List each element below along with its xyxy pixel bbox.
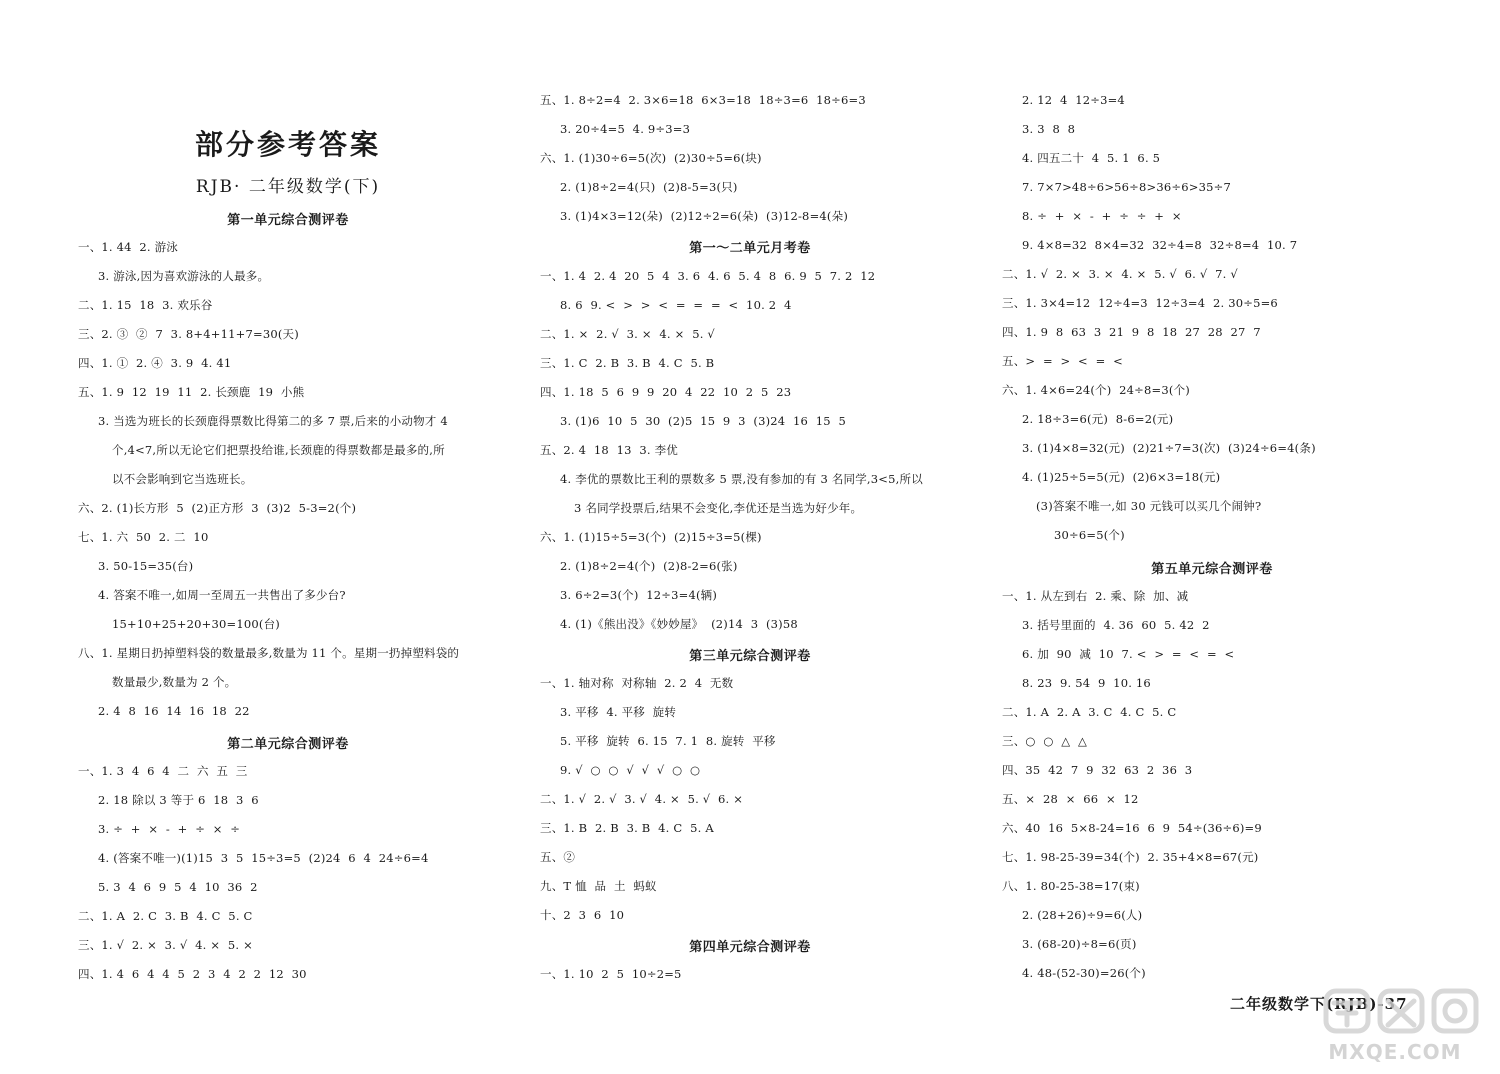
section-heading: 第一单元综合测评卷 <box>227 213 349 228</box>
answer-line: 二、1. A 2. A 3. C 4. C 5. C <box>1002 705 1177 719</box>
answer-line: 2. 18 除以 3 等于 6 18 3 6 <box>98 793 259 807</box>
answer-line: 四、35 42 7 9 32 63 2 36 3 <box>1002 763 1193 777</box>
answer-line: 3. 20÷4=5 4. 9÷3=3 <box>560 122 691 136</box>
answer-line: 3. 50-15=35(台) <box>98 559 194 573</box>
answer-line: 八、1. 星期日扔掉塑料袋的数量最多,数量为 11 个。星期一扔掉塑料袋的 <box>78 646 460 660</box>
answer-line: 2. 18÷3=6(元) 8-6=2(元) <box>1022 412 1174 426</box>
answer-line: 2. 4 8 16 14 16 18 22 <box>98 704 250 718</box>
answer-line: 3. ÷ + × - + ÷ × ÷ <box>98 822 241 836</box>
answer-line: 四、1. 18 5 6 9 9 20 4 22 10 2 5 23 <box>540 385 792 399</box>
answer-line: 9. 4×8=32 8×4=32 32÷4=8 32÷8=4 10. 7 <box>1022 238 1298 252</box>
answer-line: 三、○ ○ △ △ <box>1002 734 1088 748</box>
section-heading: 第二单元综合测评卷 <box>227 737 349 752</box>
answer-line: 6. 加 90 减 10 7. < > = < = < <box>1022 647 1235 661</box>
answer-line: 3. (1)4×3=12(朵) (2)12÷2=6(朵) (3)12-8=4(朵) <box>560 209 849 223</box>
answer-line: 五、② <box>540 850 576 864</box>
answer-line: 一、1. 44 2. 游泳 <box>78 240 178 254</box>
section-heading: 第三单元综合测评卷 <box>689 649 811 664</box>
answer-line: 数量最少,数量为 2 个。 <box>112 675 237 689</box>
answer-line: 2. (28+26)÷9=6(人) <box>1022 908 1143 922</box>
answer-line: 一、1. 3 4 6 4 二 六 五 三 <box>78 764 248 778</box>
answer-line: 3. 当选为班长的长颈鹿得票数比得第二的多 7 票,后来的小动物才 4 <box>98 414 448 428</box>
answer-line: 7. 7×7>48÷6>56÷8>36÷6>35÷7 <box>1022 180 1231 194</box>
answer-line: 3. 6÷2=3(个) 12÷3=4(辆) <box>560 588 718 602</box>
answer-line: 3. 3 8 8 <box>1022 122 1076 136</box>
answer-line: 二、1. √ 2. × 3. × 4. × 5. √ 6. √ 7. √ <box>1002 267 1238 281</box>
answer-line: 二、1. √ 2. √ 3. √ 4. × 5. √ 6. × <box>540 792 744 806</box>
answer-line: 六、1. 4×6=24(个) 24÷8=3(个) <box>1002 383 1190 397</box>
answer-line: 5. 3 4 6 9 5 4 10 36 2 <box>98 880 258 894</box>
answer-line: 五、> = > < = < <box>1002 354 1123 368</box>
section-heading: 第一～二单元月考卷 <box>689 241 811 256</box>
answer-line: 2. (1)8÷2=4(个) (2)8-2=6(张) <box>560 559 738 573</box>
section-heading: 第四单元综合测评卷 <box>689 940 811 955</box>
answer-line: 六、40 16 5×8-24=16 6 9 54÷(36÷6)=9 <box>1002 821 1262 835</box>
answer-line: 8. ÷ + × - + ÷ ÷ + × <box>1022 209 1182 223</box>
answer-line: 个,4<7,所以无论它们把票投给谁,长颈鹿的得票数都是最多的,所 <box>112 443 445 457</box>
answer-line: 3. (1)4×8=32(元) (2)21÷7=3(次) (3)24÷6=4(条) <box>1022 441 1316 455</box>
answer-line: 六、2. (1)长方形 5 (2)正方形 3 (3)2 5-3=2(个) <box>78 501 357 515</box>
answer-line: 5. 平移 旋转 6. 15 7. 1 8. 旋转 平移 <box>560 734 776 748</box>
answer-line: 3. 括号里面的 4. 36 60 5. 42 2 <box>1022 618 1210 632</box>
answer-line: 五、1. 9 12 19 11 2. 长颈鹿 19 小熊 <box>78 385 305 399</box>
answer-line: 二、1. × 2. √ 3. × 4. × 5. √ <box>540 327 715 341</box>
answer-line: 三、1. C 2. B 3. B 4. C 5. B <box>540 356 715 370</box>
answer-line: 4. (1)25÷5=5(元) (2)6×3=18(元) <box>1022 470 1221 484</box>
answer-line: 2. (1)8÷2=4(只) (2)8-5=3(只) <box>560 180 738 194</box>
answer-line: 4. 48-(52-30)=26(个) <box>1022 966 1146 980</box>
answer-line: 七、1. 98-25-39=34(个) 2. 35+4×8=67(元) <box>1002 850 1259 864</box>
answer-line: 4. 四五二十 4 5. 1 6. 5 <box>1022 151 1161 165</box>
answer-line: 一、1. 轴对称 对称轴 2. 2 4 无数 <box>540 676 734 690</box>
answer-line: 二、1. A 2. C 3. B 4. C 5. C <box>78 909 253 923</box>
watermark-logo <box>1300 985 1490 1069</box>
answer-line: 15+10+25+20+30=100(台) <box>112 617 280 631</box>
answer-line: 八、1. 80-25-38=17(束) <box>1002 879 1140 893</box>
answer-line: 4. (1)《熊出没》《妙妙屋》 (2)14 3 (3)58 <box>560 617 798 631</box>
answer-line: 三、2. ③ ② 7 3. 8+4+11+7=30(天) <box>78 327 299 341</box>
answer-line: 三、1. √ 2. × 3. √ 4. × 5. × <box>78 938 253 952</box>
answer-line: 五、1. 8÷2=4 2. 3×6=18 6×3=18 18÷3=6 18÷6=3 <box>540 93 866 107</box>
answer-line: (3)答案不唯一,如 30 元钱可以买几个闹钟? <box>1036 499 1262 513</box>
answer-line: 8. 23 9. 54 9 10. 16 <box>1022 676 1151 690</box>
answer-line: 3 名同学投票后,结果不会变化,李优还是当选为好少年。 <box>574 501 863 515</box>
answer-line: 3. (68-20)÷8=6(页) <box>1022 937 1137 951</box>
answer-line: 4. (答案不唯一)(1)15 3 5 15÷3=5 (2)24 6 4 24÷6=4 <box>98 851 429 865</box>
answer-line: 以不会影响到它当选班长。 <box>112 472 253 486</box>
answer-line: 9. √ ○ ○ √ √ √ ○ ○ <box>560 763 701 777</box>
answer-line: 4. 答案不唯一,如周一至周五一共售出了多少台? <box>98 588 346 602</box>
answer-line: 三、1. 3×4=12 12÷4=3 12÷3=4 2. 30÷5=6 <box>1002 296 1278 310</box>
page-subtitle: RJB· 二年级数学(下) <box>195 177 381 197</box>
answer-line: 五、2. 4 18 13 3. 李优 <box>540 443 678 457</box>
answer-line: 3. 游泳,因为喜欢游泳的人最多。 <box>98 269 270 283</box>
answer-line: 2. 12 4 12÷3=4 <box>1022 93 1125 107</box>
answer-line: 30÷6=5(个) <box>1054 528 1125 542</box>
answer-line: 一、1. 4 2. 4 20 5 4 3. 6 4. 6 5. 4 8 6. 9 5 7. 2 12 <box>540 269 876 283</box>
answer-line: 六、1. (1)30÷6=5(次) (2)30÷5=6(块) <box>540 151 762 165</box>
answer-line: 四、1. 9 8 63 3 21 9 8 18 27 28 27 7 <box>1002 325 1261 339</box>
answer-line: 一、1. 10 2 5 10÷2=5 <box>540 967 682 981</box>
answer-line: 4. 李优的票数比王利的票数多 5 票,没有参加的有 3 名同学,3<5,所以 <box>560 472 923 486</box>
answer-line: 一、1. 从左到右 2. 乘、除 加、减 <box>1002 589 1189 603</box>
answer-line: 六、1. (1)15÷5=3(个) (2)15÷3=5(棵) <box>540 530 762 544</box>
page-title: 部分参考答案 <box>194 128 381 161</box>
section-heading: 第五单元综合测评卷 <box>1151 562 1273 577</box>
answer-line: 3. (1)6 10 5 30 (2)5 15 9 3 (3)24 16 15 5 <box>560 414 847 428</box>
answer-line: 七、1. 六 50 2. 二 10 <box>78 530 209 544</box>
answer-line: 8. 6 9. < > > < = = = < 10. 2 4 <box>560 298 792 312</box>
answer-line: 三、1. B 2. B 3. B 4. C 5. A <box>540 821 714 835</box>
answer-line: 五、× 28 × 66 × 12 <box>1002 792 1139 806</box>
answer-line: 四、1. ① 2. ④ 3. 9 4. 41 <box>78 356 232 370</box>
page-footer: 二年级数学下(RJB)-37 <box>1230 995 1408 1013</box>
answer-line: 十、2 3 6 10 <box>540 908 625 922</box>
answer-line: 九、T 恤 品 土 蚂蚁 <box>540 879 657 893</box>
watermark-text: MXQE.COM <box>1328 1040 1462 1064</box>
answer-line: 3. 平移 4. 平移 旋转 <box>560 705 677 719</box>
answer-line: 二、1. 15 18 3. 欢乐谷 <box>78 298 213 312</box>
answer-line: 四、1. 4 6 4 4 5 2 3 4 2 2 12 30 <box>78 967 307 981</box>
